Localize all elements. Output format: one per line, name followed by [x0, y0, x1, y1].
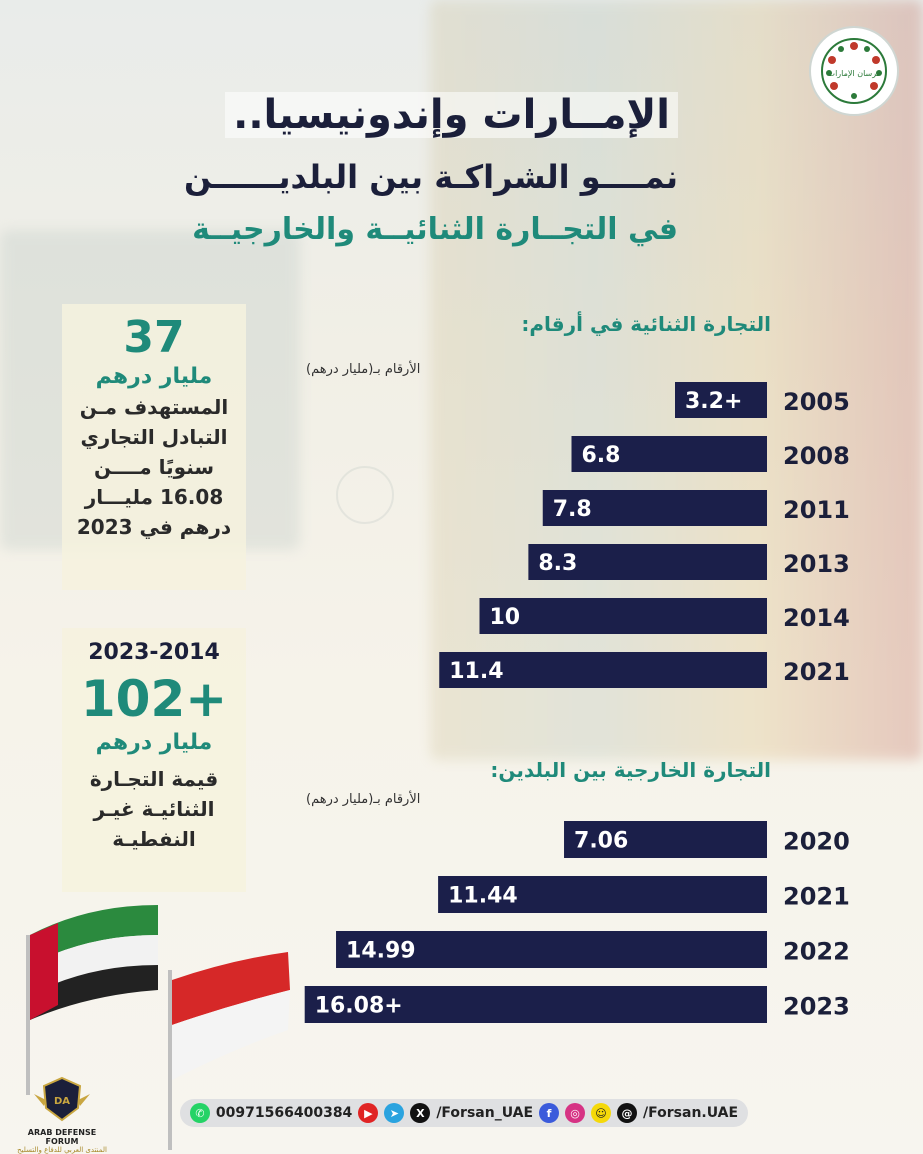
- foreign-units-note: الأرقام بـ(مليار درهم): [306, 792, 421, 807]
- telegram-icon[interactable]: ➤: [384, 1103, 404, 1123]
- phone-number[interactable]: 00971566400384: [215, 1105, 353, 1121]
- bar-value-label: 11.44: [448, 883, 518, 909]
- year-label: 2022: [783, 937, 850, 966]
- bilateral-units-note: الأرقام بـ(مليار درهم): [306, 362, 421, 377]
- whatsapp-icon[interactable]: ✆: [190, 1103, 210, 1123]
- year-label: 2013: [783, 550, 850, 578]
- year-label: 2005: [783, 388, 850, 416]
- target-description: المستهدف مـن التبادل التجاري سنويًا مــــن 16.08 مليـــار درهم في 2023: [76, 395, 232, 539]
- svg-text:DA: DA: [53, 1096, 71, 1107]
- bar-value-label: 7.8: [552, 497, 592, 522]
- non-oil-value: 102+: [80, 670, 228, 728]
- page-title: الإمــارات وإندونيسيا..: [225, 92, 678, 138]
- snapchat-icon[interactable]: ☺: [591, 1103, 611, 1123]
- bar-value-label: 3.2+: [685, 389, 743, 414]
- non-oil-description: قيمة التجـارة الثنائيـة غيـر النفطيـة: [89, 767, 219, 851]
- bar-value-label: 10: [489, 605, 521, 630]
- x-icon[interactable]: X: [410, 1103, 430, 1123]
- threads-icon[interactable]: @: [617, 1103, 637, 1123]
- bar-value-label: 6.8: [581, 443, 621, 468]
- foreign-trade-heading: التجارة الخارجية بين البلدين:: [490, 758, 771, 782]
- year-label: 2014: [783, 604, 850, 632]
- bar-value-label: 7.06: [574, 828, 629, 854]
- target-unit: مليار درهم: [95, 364, 213, 389]
- year-label: 2020: [783, 827, 850, 856]
- uae-flag-icon: [18, 895, 168, 1095]
- instagram-icon[interactable]: ◎: [565, 1103, 585, 1123]
- bar-0-2014: [480, 598, 768, 634]
- target-value: 37: [123, 312, 185, 363]
- bar-value-label: 11.4: [449, 659, 504, 684]
- adf-shield-icon: [32, 1074, 92, 1124]
- non-oil-unit: مليار درهم: [95, 730, 213, 755]
- year-label: 2023: [783, 992, 850, 1021]
- social-footer: [180, 1099, 748, 1127]
- year-label: 2021: [783, 658, 850, 686]
- year-label: 2008: [783, 442, 850, 470]
- facebook-icon[interactable]: f: [539, 1103, 559, 1123]
- x-handle[interactable]: /Forsan_UAE: [436, 1105, 534, 1121]
- bar-value-label: 16.08+: [314, 993, 403, 1019]
- year-label: 2011: [783, 496, 850, 524]
- bar-value-label: 8.3: [538, 551, 578, 576]
- bilateral-trade-heading: التجارة الثنائية في أرقام:: [521, 312, 771, 336]
- bar-value-label: 14.99: [346, 938, 416, 964]
- arab-defense-forum-watermark: DA ARAB DEFENSE FORUM المنتدى العربي للدفاع والتسليح: [12, 1074, 112, 1154]
- svg-text:فرسان الإمارات: فرسان الإمارات: [827, 69, 881, 78]
- page-subtitle: نمــــو الشراكـة بين البلديــــــن: [184, 158, 678, 196]
- youtube-icon[interactable]: ▶: [358, 1103, 378, 1123]
- page-subtitle-accent: في التجــارة الثنائيــة والخارجيــة: [192, 212, 678, 247]
- social-handle[interactable]: /Forsan.UAE: [643, 1105, 739, 1121]
- year-label: 2021: [783, 882, 850, 911]
- period-range: 2023-2014: [88, 640, 220, 665]
